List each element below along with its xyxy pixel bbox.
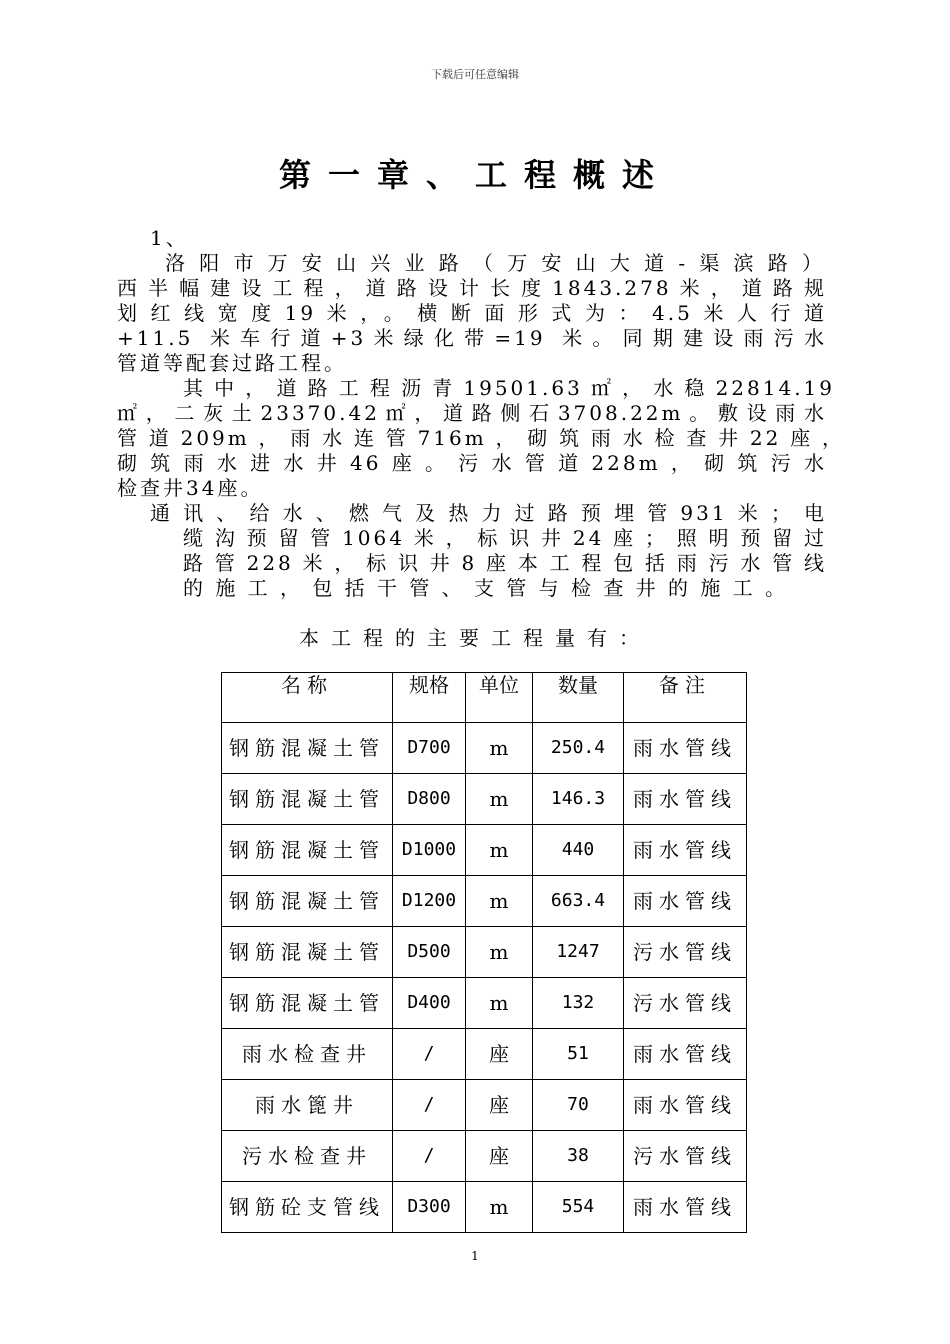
para1-number: 1、 [150,226,189,250]
quantity-cell: 51 [533,1029,624,1080]
table-row [222,978,747,1029]
table-header-row [222,673,747,723]
para1-line: +11.5 米车行道+3米绿化带=19 米。同期建设雨污水 [117,326,827,350]
remark-cell: 雨水管线 [624,1080,747,1131]
unit-cell: 座 [466,1131,533,1182]
table-row [222,876,747,927]
item-name-cell: 钢筋混凝土管 [222,927,393,978]
spec-cell: / [393,1029,466,1080]
remark-cell: 污水管线 [624,978,747,1029]
unit-cell: m [466,1182,533,1233]
page-header: 下载后可任意编辑 [431,68,519,81]
table-row [222,1080,747,1131]
para2-line: 其中，道路工程沥青19501.63㎡，水稳22814.19 [183,376,835,400]
item-name-cell: 污水检查井 [222,1131,393,1182]
item-name-cell: 钢筋混凝土管 [222,978,393,1029]
para2-line: 检查井34座。 [117,476,264,500]
unit-cell: m [466,825,533,876]
remark-cell: 雨水管线 [624,1182,747,1233]
quantity-cell: 132 [533,978,624,1029]
table-row [222,825,747,876]
remark-cell: 雨水管线 [624,1029,747,1080]
remark-cell: 雨水管线 [624,876,747,927]
remark-cell: 雨水管线 [624,723,747,774]
item-name-cell: 钢筋混凝土管 [222,876,393,927]
quantities-heading: 本工程的主要工程量有： [299,626,651,650]
para3-line: 缆沟预留管1064米，标识井24座；照明预留过 [183,526,827,550]
unit-cell: 座 [466,1029,533,1080]
unit-cell: 座 [466,1080,533,1131]
para3-line: 路管228米，标识井8座本工程包括雨污水管线 [183,551,827,575]
item-name-cell: 钢筋砼支管线 [222,1182,393,1233]
para1-line: 洛阳市万安山兴业路（万安山大道-渠滨路） [165,251,825,275]
header-cell: 备注 [624,673,747,723]
spec-cell: D800 [393,774,466,825]
unit-cell: m [466,978,533,1029]
header-cell: 规格 [393,673,466,723]
quantity-cell: 250.4 [533,723,624,774]
table-row [222,1182,747,1233]
table-row [222,1029,747,1080]
spec-cell: D700 [393,723,466,774]
para3-line: 通讯、给水、燃气及热力过路预埋管931米；电 [150,501,827,525]
para1-line: 划红线宽度19米，。横断面形式为：4.5米人行道 [117,301,827,325]
chapter-title: 第一章、工程概述 [278,156,671,194]
para2-line: 砌筑雨水进水井46座。污水管道228m，砌筑污水 [117,451,827,475]
table-row [222,927,747,978]
table-row [222,1131,747,1182]
item-name-cell: 钢筋混凝土管 [222,774,393,825]
spec-cell: D500 [393,927,466,978]
quantities-table [221,672,747,1233]
quantity-cell: 554 [533,1182,624,1233]
para3-line: 的施工，包括干管、支管与检查井的施工。 [183,576,788,600]
spec-cell: / [393,1080,466,1131]
unit-cell: m [466,927,533,978]
spec-cell: D300 [393,1182,466,1233]
remark-cell: 雨水管线 [624,825,747,876]
table-row [222,774,747,825]
spec-cell: D1200 [393,876,466,927]
item-name-cell: 雨水检查井 [222,1029,393,1080]
page-number: 1 [471,1249,479,1263]
para2-line: 管道209m，雨水连管716m，砌筑雨水检查井22座， [117,426,845,450]
item-name-cell: 雨水篦井 [222,1080,393,1131]
item-name-cell: 钢筋混凝土管 [222,723,393,774]
para2-line: ㎡，二灰土23370.42㎡，道路侧石3708.22m。敷设雨水 [117,401,827,425]
remark-cell: 雨水管线 [624,774,747,825]
remark-cell: 污水管线 [624,1131,747,1182]
header-cell: 名称 [222,673,393,723]
spec-cell: D400 [393,978,466,1029]
unit-cell: m [466,723,533,774]
remark-cell: 污水管线 [624,927,747,978]
unit-cell: m [466,774,533,825]
item-name-cell: 钢筋混凝土管 [222,825,393,876]
table-row [222,723,747,774]
quantity-cell: 70 [533,1080,624,1131]
para1-line: 西半幅建设工程，道路设计长度1843.278米，道路规 [117,276,827,300]
quantity-cell: 1247 [533,927,624,978]
quantity-cell: 38 [533,1131,624,1182]
spec-cell: D1000 [393,825,466,876]
header-cell: 数量 [533,673,624,723]
para1-line: 管道等配套过路工程。 [117,351,347,375]
quantity-cell: 663.4 [533,876,624,927]
header-cell: 单位 [466,673,533,723]
quantity-cell: 146.3 [533,774,624,825]
quantity-cell: 440 [533,825,624,876]
spec-cell: / [393,1131,466,1182]
unit-cell: m [466,876,533,927]
